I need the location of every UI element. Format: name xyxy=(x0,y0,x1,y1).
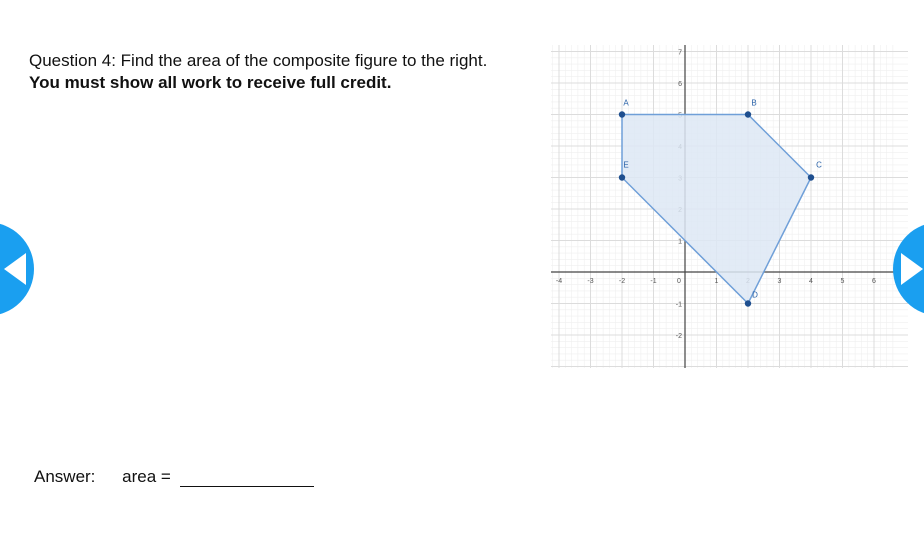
prev-arrow-icon xyxy=(4,253,26,285)
question-instruction: You must show all work to receive full credit. xyxy=(29,73,392,92)
x-tick-label: 5 xyxy=(840,278,845,285)
x-tick-label: 4 xyxy=(809,278,813,285)
answer-row xyxy=(34,467,314,487)
y-tick-label: -1 xyxy=(675,301,682,309)
vertex-point xyxy=(619,174,625,180)
x-tick-label: -3 xyxy=(587,278,594,285)
y-tick-label: -2 xyxy=(675,333,682,340)
vertex-label: D xyxy=(752,290,758,300)
x-tick-label: -4 xyxy=(555,278,563,285)
y-tick-label: 6 xyxy=(678,81,682,88)
y-tick-label: 1 xyxy=(678,238,682,246)
vertex-point xyxy=(808,174,814,180)
coordinate-graph xyxy=(551,45,908,368)
previous-button[interactable] xyxy=(0,222,34,316)
x-tick-label: -2 xyxy=(618,278,626,285)
vertex-point xyxy=(745,111,751,117)
next-arrow-icon xyxy=(901,253,923,285)
question-text xyxy=(29,50,487,94)
answer-label: Answer: xyxy=(34,467,96,486)
vertex-label: C xyxy=(816,160,822,170)
area-label: area = xyxy=(122,467,171,486)
vertex-label: B xyxy=(751,98,757,108)
x-tick-label: 6 xyxy=(872,278,876,285)
x-tick-label: -1 xyxy=(650,278,657,285)
answer-blank[interactable] xyxy=(180,468,314,487)
vertex-label: E xyxy=(623,160,629,170)
x-tick-label: 1 xyxy=(714,278,719,285)
x-tick-label: 0 xyxy=(677,278,681,285)
vertex-point xyxy=(619,111,625,117)
vertex-point xyxy=(745,300,751,306)
question-prompt: Question 4: Find the area of the composite figure to the right. xyxy=(29,51,488,70)
y-tick-label: 7 xyxy=(678,49,682,57)
x-tick-label: 3 xyxy=(777,278,782,285)
vertex-label: A xyxy=(623,98,629,108)
